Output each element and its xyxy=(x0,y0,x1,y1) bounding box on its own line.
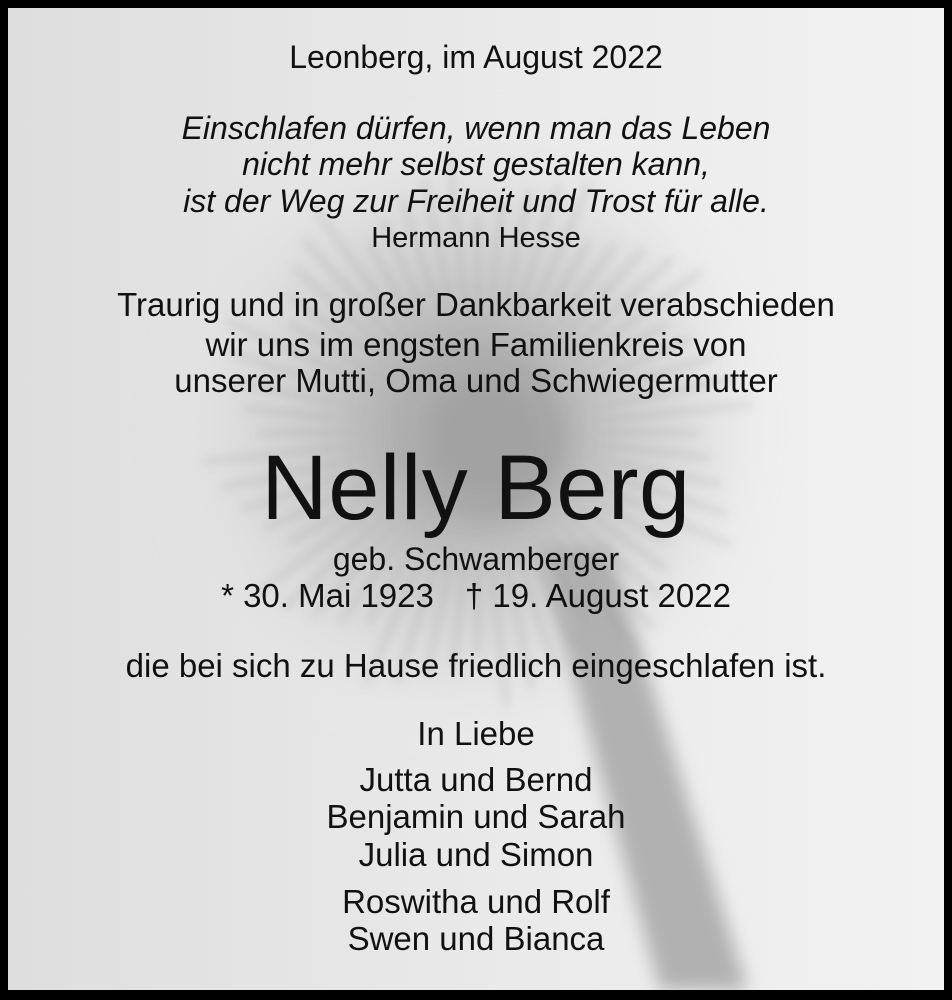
life-dates xyxy=(8,577,944,615)
quote-line: nicht mehr selbst gestalten kann, xyxy=(242,146,710,182)
quote-author: Hermann Hesse xyxy=(371,222,581,254)
intro-line: wir uns im engsten Familienkreis von xyxy=(205,326,747,363)
mourner-entry: Jutta und Bernd xyxy=(359,761,593,798)
obituary-notice xyxy=(8,8,944,990)
intro-line: Traurig und in großer Dankbarkeit verabschieden xyxy=(117,286,835,323)
quote-line: ist der Weg zur Freiheit und Trost für alle. xyxy=(183,183,769,219)
death-date: † 19. August 2022 xyxy=(464,577,731,614)
deceased-name: Nelly Berg xyxy=(261,437,691,539)
mourner-entry: Julia und Simon xyxy=(358,836,594,873)
birth-name: geb. Schwamberger xyxy=(332,541,620,577)
intro-line: unserer Mutti, Oma und Schwiegermutter xyxy=(174,362,778,399)
mourners-intro: In Liebe xyxy=(417,715,535,752)
mourner-entry: Swen und Bianca xyxy=(347,920,605,957)
place-and-date: Leonberg, im August 2022 xyxy=(289,39,663,75)
quote-line: Einschlafen dürfen, wenn man das Leben xyxy=(181,110,771,146)
mourner-entry: Roswitha und Rolf xyxy=(342,883,610,920)
birth-date: * 30. Mai 1923 xyxy=(221,577,434,614)
mourner-entry: Benjamin und Sarah xyxy=(326,798,626,835)
closing-line: die bei sich zu Hause friedlich eingeschlafen ist. xyxy=(125,647,827,684)
